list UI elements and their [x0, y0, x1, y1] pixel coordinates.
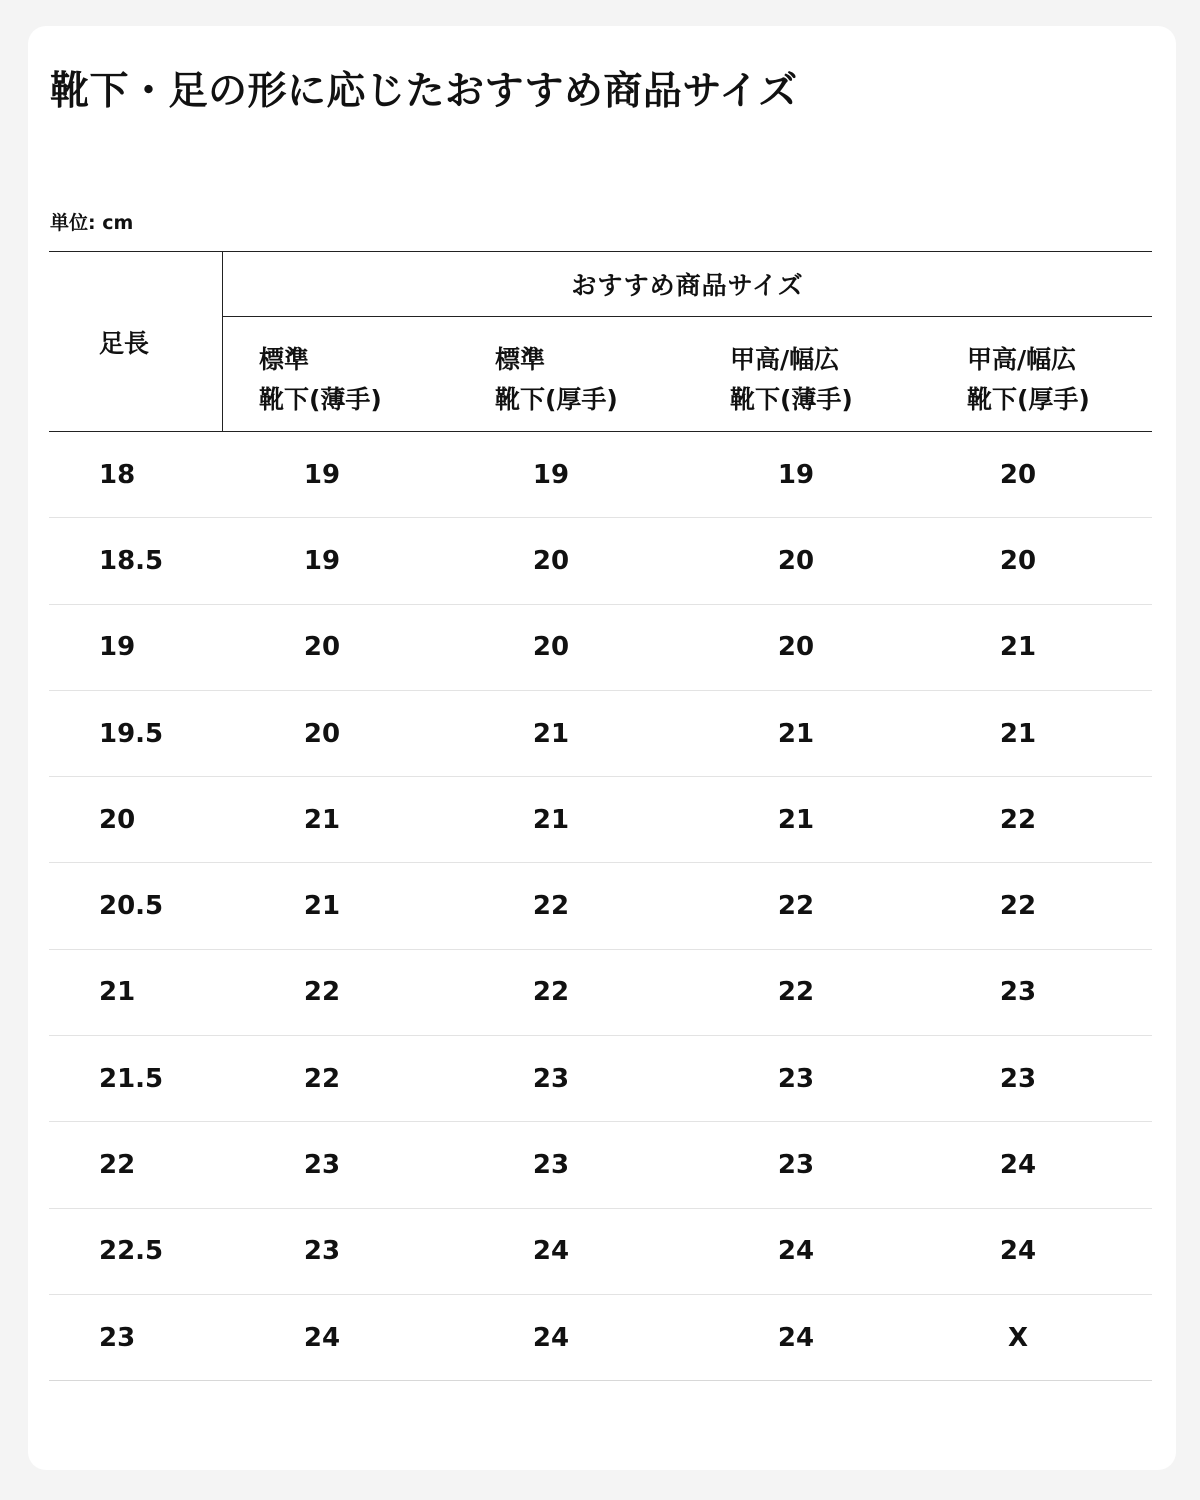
size-table: [49, 251, 1152, 1381]
column-header-standard-thick: [495, 340, 618, 420]
standard-thick-cell: 20: [532, 545, 570, 576]
standard-thin-cell: 19: [303, 459, 341, 490]
standard-thick-cell: 20: [532, 632, 570, 663]
foot-length-cell: 19: [99, 632, 136, 663]
wide-thin-cell: 23: [777, 1063, 815, 1094]
table-row: [49, 777, 1152, 863]
standard-thick-cell: 21: [532, 804, 570, 835]
foot-length-cell: 22: [99, 1150, 136, 1181]
wide-thin-cell: 22: [777, 891, 815, 922]
column-header-line1: 甲高/幅広: [967, 345, 1077, 374]
column-header-line2: 靴下(薄手): [730, 385, 853, 414]
standard-thick-cell: 19: [532, 459, 570, 490]
standard-thick-cell: 24: [532, 1236, 570, 1267]
wide-thick-cell: 22: [999, 804, 1037, 835]
standard-thin-cell: 20: [303, 718, 341, 749]
wide-thick-cell: 21: [999, 718, 1037, 749]
column-header-line1: 標準: [495, 345, 546, 374]
page-title: 靴下・足の形に応じたおすすめ商品サイズ: [50, 69, 798, 114]
foot-length-cell: 18: [99, 459, 136, 490]
foot-length-cell: 19.5: [99, 718, 164, 749]
table-row: [49, 605, 1152, 691]
foot-length-cell: 18.5: [99, 545, 164, 576]
wide-thin-cell: 20: [777, 545, 815, 576]
standard-thin-cell: 21: [303, 891, 341, 922]
foot-length-cell: 20: [99, 804, 136, 835]
column-header-standard-thin: [259, 340, 382, 420]
column-header-line1: 甲高/幅広: [730, 345, 840, 374]
wide-thin-cell: 19: [777, 459, 815, 490]
standard-thick-cell: 22: [532, 891, 570, 922]
standard-thin-cell: 23: [303, 1150, 341, 1181]
table-row: [49, 691, 1152, 777]
standard-thick-cell: 24: [532, 1322, 570, 1353]
wide-thin-cell: 24: [777, 1322, 815, 1353]
recommended-size-header: おすすめ商品サイズ: [223, 252, 1152, 317]
wide-thick-cell: 21: [999, 632, 1037, 663]
foot-length-cell: 20.5: [99, 891, 164, 922]
standard-thick-cell: 22: [532, 977, 570, 1008]
foot-length-header: 足長: [49, 252, 223, 431]
foot-length-cell: 21.5: [99, 1063, 164, 1094]
standard-thin-cell: 22: [303, 1063, 341, 1094]
foot-length-cell: 22.5: [99, 1236, 164, 1267]
wide-thin-cell: 21: [777, 804, 815, 835]
table-row: [49, 1122, 1152, 1208]
table-row: [49, 863, 1152, 949]
table-body: [49, 432, 1152, 1381]
standard-thick-cell: 21: [532, 718, 570, 749]
table-row: [49, 432, 1152, 518]
standard-thin-cell: 21: [303, 804, 341, 835]
wide-thick-cell: 23: [999, 1063, 1037, 1094]
table-header: [49, 251, 1152, 432]
wide-thin-cell: 20: [777, 632, 815, 663]
wide-thick-cell: X: [1007, 1322, 1029, 1353]
standard-thin-cell: 23: [303, 1236, 341, 1267]
foot-length-cell: 21: [99, 977, 136, 1008]
wide-thick-cell: 20: [999, 459, 1037, 490]
standard-thin-cell: 19: [303, 545, 341, 576]
table-row: [49, 1036, 1152, 1122]
wide-thick-cell: 22: [999, 891, 1037, 922]
column-header-line2: 靴下(厚手): [967, 385, 1090, 414]
wide-thin-cell: 24: [777, 1236, 815, 1267]
table-row: [49, 1295, 1152, 1381]
foot-length-cell: 23: [99, 1322, 136, 1353]
standard-thick-cell: 23: [532, 1150, 570, 1181]
table-row: [49, 518, 1152, 604]
table-row: [49, 950, 1152, 1036]
standard-thin-cell: 24: [303, 1322, 341, 1353]
column-header-line1: 標準: [259, 345, 310, 374]
column-header-wide-thick: [967, 340, 1090, 420]
wide-thick-cell: 24: [999, 1150, 1037, 1181]
table-row: [49, 1209, 1152, 1295]
wide-thick-cell: 23: [999, 977, 1037, 1008]
size-guide-card: [28, 26, 1176, 1470]
wide-thick-cell: 20: [999, 545, 1037, 576]
wide-thin-cell: 21: [777, 718, 815, 749]
column-header-line2: 靴下(薄手): [259, 385, 382, 414]
standard-thin-cell: 22: [303, 977, 341, 1008]
unit-label: 単位: cm: [50, 212, 134, 234]
standard-thin-cell: 20: [303, 632, 341, 663]
wide-thick-cell: 24: [999, 1236, 1037, 1267]
wide-thin-cell: 23: [777, 1150, 815, 1181]
wide-thin-cell: 22: [777, 977, 815, 1008]
column-header-line2: 靴下(厚手): [495, 385, 618, 414]
standard-thick-cell: 23: [532, 1063, 570, 1094]
column-header-wide-thin: [730, 340, 853, 420]
